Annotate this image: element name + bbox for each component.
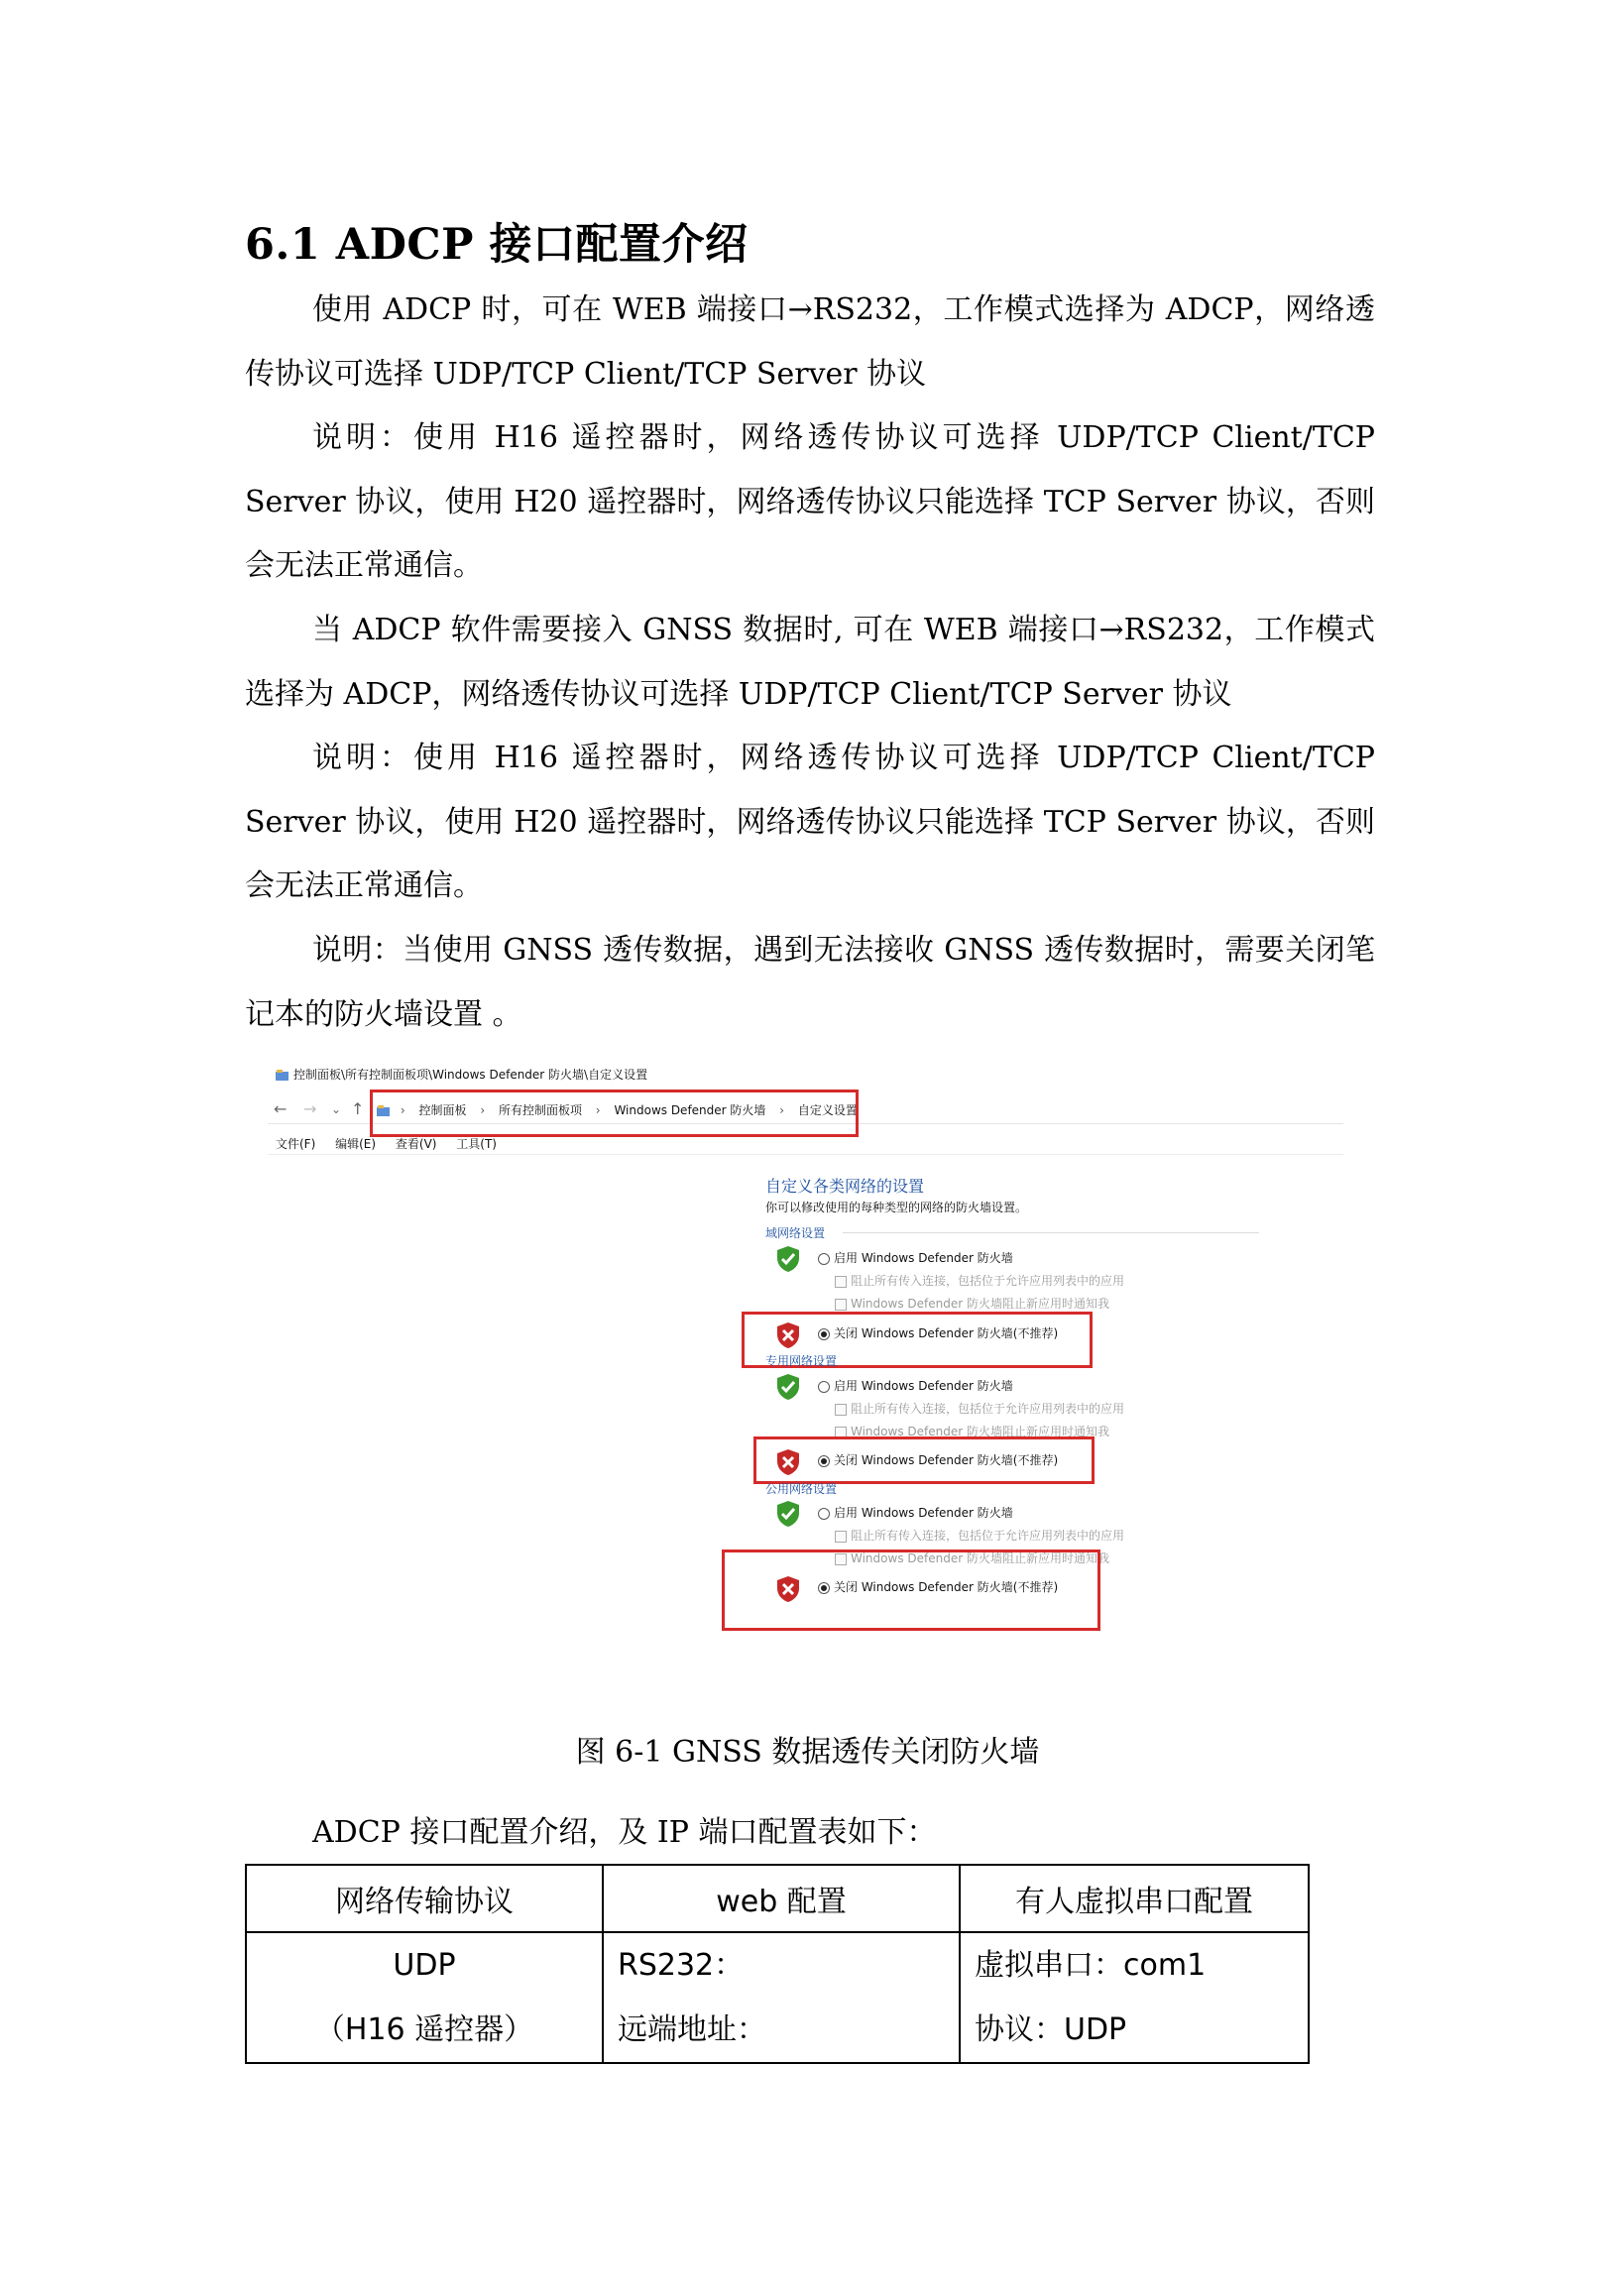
cell-line: RS232：: [618, 1948, 745, 1983]
window-path-title: 控制面板\所有控制面板项\Windows Defender 防火墙\自定义设置: [276, 1066, 647, 1083]
paragraph-4: 说明：使用 H16 遥控器时，网络透传协议可选择 UDP/TCP Client/TCP Server 协议，使用 H20 遥控器时，网络透传协议只能选择 TCP Server 协议，否则会无法正常通信。: [245, 741, 1375, 904]
cell-line: 远端地址：: [618, 2012, 766, 2047]
paragraph-5: 说明：当使用 GNSS 透传数据，遇到无法接收 GNSS 透传数据时，需要关闭笔记本的防火墙设置 。: [245, 933, 1375, 1032]
cell-line: UDP: [393, 1948, 456, 1983]
up-arrow-icon[interactable]: ↑: [351, 1099, 365, 1118]
firewall-screenshot-figure: [268, 1054, 1348, 1654]
enable-firewall-option[interactable]: 启用 Windows Defender 防火墙: [818, 1504, 1013, 1521]
table-header-cell: 网络传输协议: [246, 1865, 603, 1932]
cell-line: 协议：UDP: [975, 2012, 1127, 2047]
settings-subtitle: 你可以修改使用的每种类型的网络的防火墙设置。: [765, 1201, 1028, 1214]
breadcrumb-item[interactable]: 控制面板: [418, 1103, 467, 1117]
notify-option[interactable]: Windows Defender 防火墙阻止新应用时通知我: [835, 1550, 1109, 1566]
breadcrumb-item[interactable]: Windows Defender 防火墙: [614, 1103, 766, 1117]
disable-firewall-option[interactable]: 关闭 Windows Defender 防火墙(不推荐): [818, 1451, 1058, 1468]
back-arrow-icon[interactable]: ←: [274, 1099, 288, 1118]
paragraph-6: ADCP 接口配置介绍，及 IP 端口配置表如下：: [312, 1815, 937, 1850]
table-cell: [603, 1932, 960, 2063]
checkbox[interactable]: [835, 1299, 847, 1311]
radio-button[interactable]: [818, 1253, 830, 1265]
notify-option[interactable]: Windows Defender 防火墙阻止新应用时通知我: [835, 1423, 1109, 1439]
breadcrumb-separator: ›: [400, 1103, 405, 1117]
disable-highlight-box: [722, 1550, 1100, 1631]
shield-check-icon: [775, 1500, 801, 1528]
radio-button[interactable]: [818, 1381, 830, 1393]
group-title-domain: 域网络设置: [765, 1226, 826, 1240]
menu-file[interactable]: 文件(F): [276, 1137, 316, 1151]
group-divider: [843, 1232, 1259, 1233]
menu-tools[interactable]: 工具(T): [456, 1137, 497, 1151]
table-header-cell: 有人虚拟串口配置: [960, 1865, 1309, 1932]
checkbox[interactable]: [835, 1531, 847, 1543]
shield-check-icon: [775, 1245, 801, 1273]
disable-firewall-option[interactable]: 关闭 Windows Defender 防火墙(不推荐): [818, 1324, 1058, 1341]
breadcrumb-item[interactable]: 自定义设置: [797, 1103, 858, 1117]
paragraph-1: 使用 ADCP 时，可在 WEB 端接口→RS232，工作模式选择为 ADCP，网络透传协议可选择 UDP/TCP Client/TCP Server 协议: [245, 292, 1375, 392]
enable-firewall-option[interactable]: 启用 Windows Defender 防火墙: [818, 1377, 1013, 1394]
table-header-row: [246, 1865, 1309, 1932]
group-title-private: 专用网络设置: [765, 1354, 838, 1368]
group-title-public: 公用网络设置: [765, 1482, 838, 1496]
table-cell: [960, 1932, 1309, 2063]
paragraph-3: 当 ADCP 软件需要接入 GNSS 数据时, 可在 WEB 端接口→RS232，工作模式选择为 ADCP，网络透传协议可选择 UDP/TCP Client/TCP Server 协议: [245, 613, 1375, 712]
notify-option[interactable]: Windows Defender 防火墙阻止新应用时通知我: [835, 1295, 1109, 1312]
block-incoming-option[interactable]: 阻止所有传入连接，包括位于允许应用列表中的应用: [835, 1272, 1124, 1289]
menu-edit[interactable]: 编辑(E): [335, 1137, 377, 1151]
checkbox[interactable]: [835, 1276, 847, 1288]
block-incoming-option[interactable]: 阻止所有传入连接，包括位于允许应用列表中的应用: [835, 1527, 1124, 1544]
breadcrumb-item[interactable]: 所有控制面板项: [498, 1103, 582, 1117]
menu-view[interactable]: 查看(V): [395, 1137, 437, 1151]
config-table: [245, 1864, 1310, 2064]
checkbox[interactable]: [835, 1404, 847, 1416]
section-heading: 6.1 ADCP 接口配置介绍: [245, 220, 749, 270]
shield-check-icon: [775, 1373, 801, 1401]
chevron-down-icon[interactable]: ⌄: [331, 1102, 342, 1116]
disable-firewall-option[interactable]: 关闭 Windows Defender 防火墙(不推荐): [818, 1578, 1058, 1595]
breadcrumb-separator: ›: [480, 1103, 486, 1117]
enable-firewall-option[interactable]: 启用 Windows Defender 防火墙: [818, 1249, 1013, 1266]
breadcrumb-separator: ›: [779, 1103, 785, 1117]
menu-divider: [268, 1154, 1343, 1155]
table-header-cell: web 配置: [603, 1865, 960, 1932]
block-incoming-option[interactable]: 阻止所有传入连接，包括位于允许应用列表中的应用: [835, 1400, 1124, 1417]
table-cell: [246, 1932, 603, 2063]
figure-caption: 图 6-1 GNSS 数据透传关闭防火墙: [575, 1735, 1040, 1770]
breadcrumb-highlight-box: [370, 1090, 859, 1137]
menu-bar: [276, 1135, 513, 1152]
cell-line: 虚拟串口：com1: [975, 1948, 1207, 1983]
control-panel-icon: [276, 1070, 289, 1082]
forward-arrow-icon[interactable]: →: [303, 1099, 317, 1118]
settings-title: 自定义各类网络的设置: [765, 1177, 925, 1196]
breadcrumb-separator: ›: [595, 1103, 601, 1117]
cell-line: （H16 遥控器）: [314, 2012, 534, 2047]
paragraph-2: 说明：使用 H16 遥控器时，网络透传协议可选择 UDP/TCP Client/TCP Server 协议，使用 H20 遥控器时，网络透传协议只能选择 TCP Server 协议，否则会无法正常通信。: [245, 420, 1375, 584]
table-row: [246, 1932, 1309, 2063]
radio-button[interactable]: [818, 1508, 830, 1520]
disable-highlight-box: [753, 1436, 1095, 1484]
